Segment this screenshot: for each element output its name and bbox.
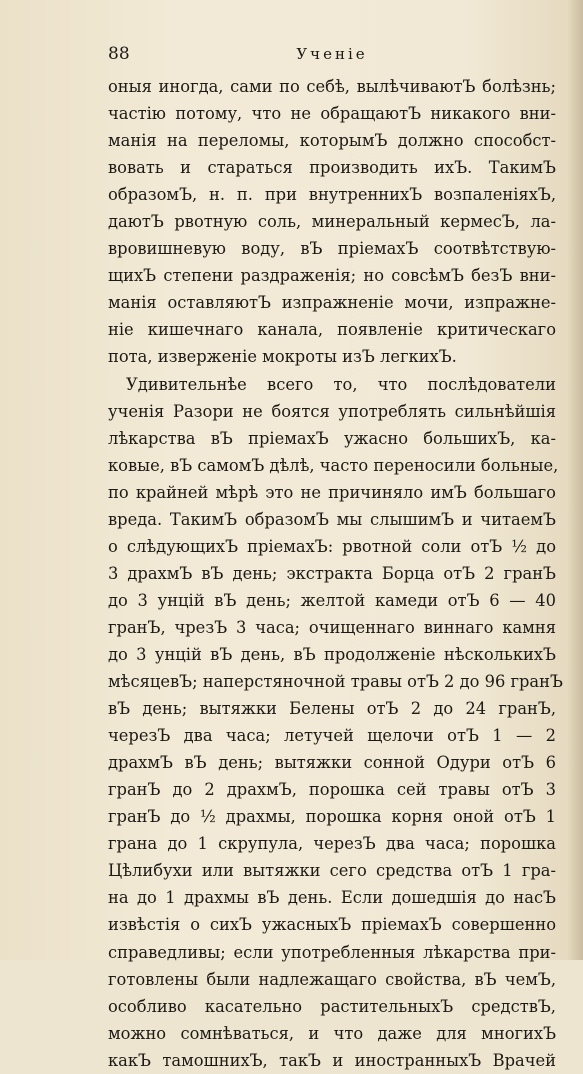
text-line: о слѣдующихЪ пріемахЪ: рвотной соли отЪ ½ до <box>108 536 556 556</box>
page-number: 88 <box>108 44 130 64</box>
text-line: гранЪ до ½ драхмы, порошка корня оной отЪ 1 <box>108 807 556 827</box>
text-line: мѣсяцевЪ; наперстяночной травы отЪ 2 до 96 гранЪ <box>108 672 563 692</box>
text-line: вреда. ТакимЪ образомЪ мы слышимЪ и читаемЪ <box>108 509 556 529</box>
text-line: ковые, вЪ самомЪ дѣлѣ, часто переносили больные, <box>108 455 559 475</box>
text-line: оныя иногда, сами по себѣ, вылѣчиваютЪ болѣзнь; <box>108 77 556 96</box>
text-line: до 3 унцій вЪ день; желтой камеди отЪ 6 — 40 <box>108 590 556 610</box>
text-line: 3 драхмЪ вЪ день; экстракта Борца отЪ 2 гранЪ <box>108 563 556 583</box>
text-line: частію потому, что не обращаютЪ никакого вни- <box>108 104 556 124</box>
text-line: щихЪ степени раздраженія; но совсѣмЪ безЪ вни- <box>108 266 556 286</box>
text-line: извѣстія о сихЪ ужасныхЪ пріемахЪ совершенно <box>108 915 556 935</box>
text-line: готовлены были надлежащаго свойства, вЪ чемЪ, <box>108 969 556 989</box>
running-head: Ученіе <box>296 45 368 63</box>
text-line: гранЪ до 2 драхмЪ, порошка сей травы отЪ 3 <box>108 780 556 800</box>
text-line: манія на переломы, которымЪ должно способст- <box>108 131 556 151</box>
text-line: образомЪ, н. п. при внутреннихЪ возпаленіяхЪ, <box>108 185 556 205</box>
text-line: лѣкарства вЪ пріемахЪ ужасно большихЪ, ка- <box>108 428 556 448</box>
text-line: какЪ тамошнихЪ, такЪ и иностранныхЪ Врачей <box>108 1050 556 1070</box>
text-line: по крайней мѣрѣ это не причиняло имЪ большаго <box>108 482 556 502</box>
text-line: манія оставляютЪ изпражненіе мочи, изпражне- <box>108 293 556 313</box>
text-line: даютЪ рвотную соль, минеральный кермесЪ, ла- <box>108 212 556 232</box>
body-text <box>108 73 563 1074</box>
page-header <box>108 44 556 68</box>
text-line: особливо касательно растительныхЪ средствЪ, <box>108 996 556 1016</box>
text-line: драхмЪ вЪ день; вытяжки сонной Одури отЪ 6 <box>108 753 556 773</box>
text-line: Цѣлибухи или вытяжки сего средства отЪ 1 гра- <box>108 861 556 881</box>
page-edge-shadow <box>567 0 583 960</box>
text-line: можно сомнѣваться, и что даже для многихЪ <box>108 1023 556 1043</box>
text-line: гранЪ, чрезЪ 3 часа; очищеннаго виннаго камня <box>108 617 556 637</box>
text-line: вовать и стараться производить ихЪ. ТакимЪ <box>108 158 556 178</box>
text-line: пота, изверженіе мокроты изЪ легкихЪ. <box>108 347 457 367</box>
text-line: на до 1 драхмы вЪ день. Если дошедшія до насЪ <box>108 888 556 908</box>
text-line: справедливы; если употребленныя лѣкарства при- <box>108 942 556 962</box>
text-line: Удивительнѣе всего то, что послѣдователи <box>126 374 556 394</box>
text-line: до 3 унцій вЪ день, вЪ продолженіе нѣсколькихЪ <box>108 644 556 664</box>
text-line: ученія Разори не боятся употреблять сильнѣйшія <box>108 401 556 421</box>
text-line: вровишневую воду, вЪ пріемахЪ соотвѣтствую- <box>108 239 556 259</box>
text-line: черезЪ два часа; летучей щелочи отЪ 1 — 2 <box>108 726 556 746</box>
text-line: грана до 1 скрупула, черезЪ два часа; порошка <box>108 834 556 854</box>
text-line: ніе кишечнаго канала, появленіе критическаго <box>108 320 556 340</box>
text-line: вЪ день; вытяжки Белены отЪ 2 до 24 гранЪ, <box>108 699 556 719</box>
